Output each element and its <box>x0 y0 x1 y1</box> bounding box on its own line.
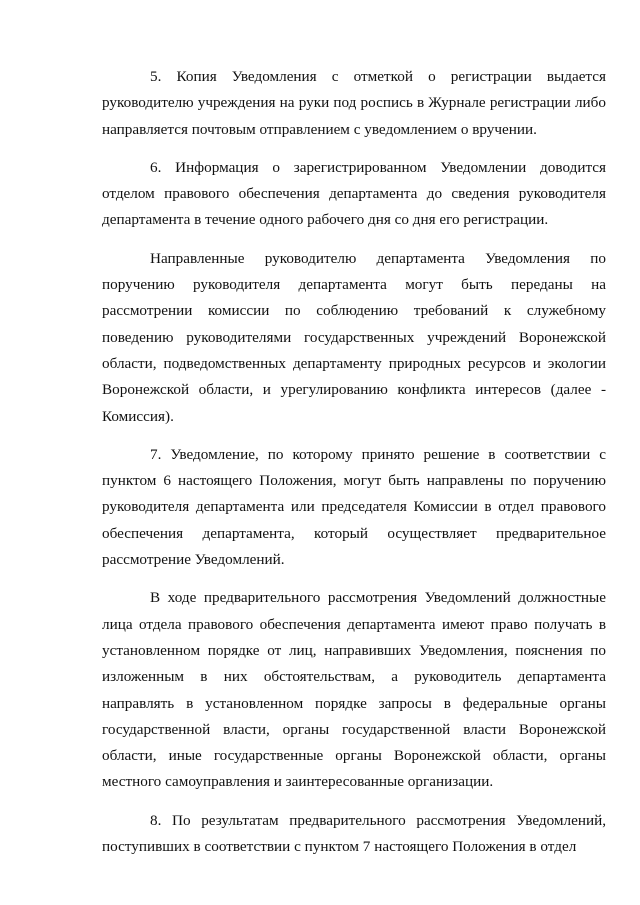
paragraph-item-7: 7. Уведомление, по которому принято решение в соответствии с пунктом 6 настоящего Положения, могут быть направлены по поручению руководителя департамента или председателя Комиссии в отдел правового обеспечения департамента, который осуществляет предварительное рассмотрение Уведомлений. <box>102 445 606 569</box>
paragraph-item-8: 8. По результатам предварительного рассмотрения Уведомлений, поступивших в соответствии с пунктом 7 настоящего Положения в отдел <box>102 811 606 856</box>
paragraph-item-6: 6. Информация о зарегистрированном Уведомлении доводится отделом правового обеспечения департамента до сведения руководителя департамента в течение одного рабочего дня со дня его регистрации. <box>102 158 606 229</box>
paragraph-item-5: 5. Копия Уведомления с отметкой о регистрации выдается руководителю учреждения на руки под роспись в Журнале регистрации либо направляется почтовым отправлением с уведомлением о вручении. <box>102 68 606 138</box>
paragraph-preliminary-review: В ходе предварительного рассмотрения Уведомлений должностные лица отдела правового обеспечения департамента имеют право получать в установленном порядке от лиц, направивших Уведомления, пояснения по изложенным в них обстоятельствам, а руководитель департамента направлять в установленном порядке запросы в федеральные органы государственной власти, органы государственной власти Воронежской области, иные государственные органы Воронежской области, органы местного самоуправления и заинтересованные организации. <box>102 589 606 791</box>
paragraph-commission-transfer: Направленные руководителю департамента Уведомления по поручению руководителя департамента могут быть переданы на рассмотрении комиссии по соблюдению требований к служебному поведению руководителями государственных учреждений Воронежской области, подведомственных департаменту природных ресурсов и экологии Воронежской области, и урегулированию конфликта интересов (далее - Комиссия). <box>102 249 606 425</box>
